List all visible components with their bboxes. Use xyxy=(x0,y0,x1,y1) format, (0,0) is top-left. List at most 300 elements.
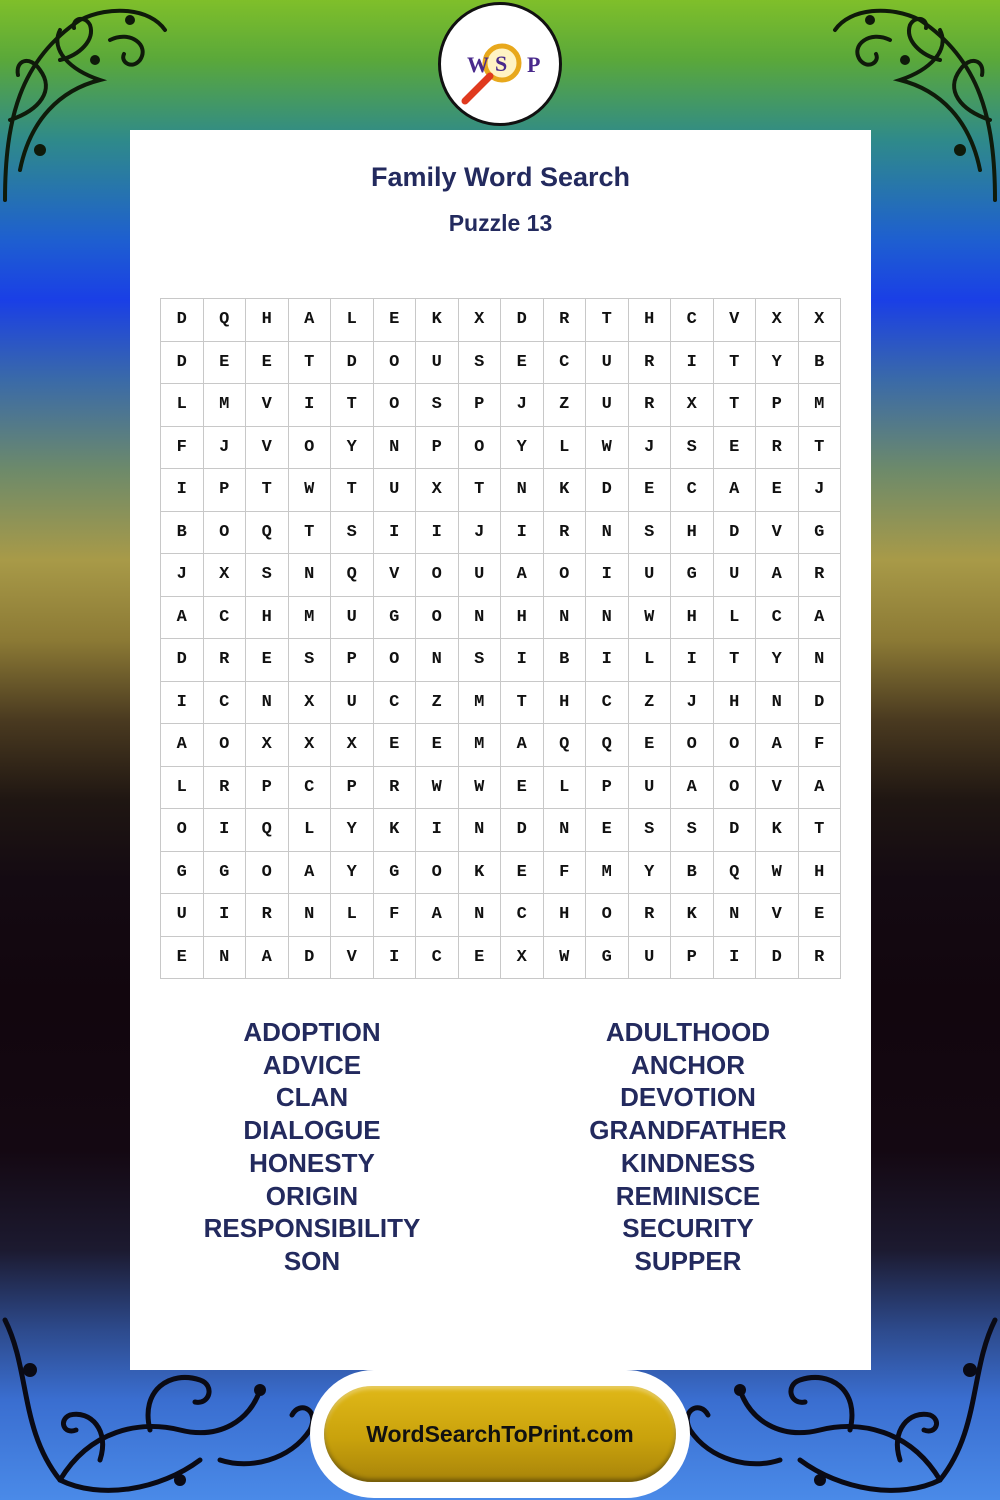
grid-cell[interactable]: P xyxy=(331,766,374,809)
grid-cell[interactable]: L xyxy=(288,809,331,852)
magnifier-icon xyxy=(441,5,559,123)
grid-row xyxy=(161,894,841,937)
grid-cell[interactable]: E xyxy=(713,426,756,469)
grid-cell[interactable]: H xyxy=(246,596,289,639)
grid-cell[interactable]: W xyxy=(628,596,671,639)
grid-cell[interactable]: A xyxy=(246,936,289,979)
grid-cell[interactable]: J xyxy=(798,469,841,512)
word-list-item: KINDNESS xyxy=(620,1147,756,1178)
grid-cell[interactable]: S xyxy=(671,809,714,852)
grid-cell[interactable]: C xyxy=(373,681,416,724)
grid-cell[interactable]: T xyxy=(458,469,501,512)
grid-cell[interactable]: J xyxy=(203,426,246,469)
grid-cell[interactable]: I xyxy=(373,511,416,554)
grid-cell[interactable]: B xyxy=(543,639,586,682)
grid-cell[interactable]: V xyxy=(756,894,799,937)
grid-row xyxy=(161,639,841,682)
grid-cell[interactable]: R xyxy=(246,894,289,937)
grid-cell[interactable]: T xyxy=(331,384,374,427)
grid-cell[interactable]: N xyxy=(416,639,459,682)
grid-cell[interactable]: C xyxy=(543,341,586,384)
grid-cell[interactable]: T xyxy=(501,681,544,724)
grid-cell[interactable]: R xyxy=(798,554,841,597)
grid-cell[interactable]: X xyxy=(288,681,331,724)
grid-cell[interactable]: M xyxy=(458,681,501,724)
grid-cell[interactable]: D xyxy=(756,936,799,979)
grid-cell[interactable]: N xyxy=(586,511,629,554)
grid-cell[interactable]: H xyxy=(798,851,841,894)
grid-cell[interactable]: S xyxy=(416,384,459,427)
grid-cell[interactable]: J xyxy=(161,554,204,597)
grid-cell[interactable]: U xyxy=(586,341,629,384)
grid-cell[interactable]: U xyxy=(628,936,671,979)
grid-cell[interactable]: F xyxy=(161,426,204,469)
grid-cell[interactable]: M xyxy=(288,596,331,639)
grid-cell[interactable]: H xyxy=(501,596,544,639)
grid-cell[interactable]: U xyxy=(373,469,416,512)
grid-row xyxy=(161,469,841,512)
grid-cell[interactable]: L xyxy=(161,384,204,427)
grid-cell[interactable]: C xyxy=(586,681,629,724)
grid-cell[interactable]: K xyxy=(756,809,799,852)
grid-cell[interactable]: C xyxy=(288,766,331,809)
word-list-item: SECURITY xyxy=(622,1213,754,1244)
grid-cell[interactable]: D xyxy=(798,681,841,724)
grid-cell[interactable]: U xyxy=(586,384,629,427)
grid-cell[interactable]: H xyxy=(713,681,756,724)
grid-cell[interactable]: G xyxy=(373,851,416,894)
grid-cell[interactable]: N xyxy=(458,894,501,937)
grid-cell[interactable]: T xyxy=(331,469,374,512)
grid-cell[interactable]: O xyxy=(203,511,246,554)
grid-cell[interactable]: O xyxy=(373,341,416,384)
grid-cell[interactable]: V xyxy=(756,511,799,554)
grid-cell[interactable]: P xyxy=(416,426,459,469)
grid-cell[interactable]: B xyxy=(161,511,204,554)
word-list-item: CLAN xyxy=(275,1082,349,1113)
grid-cell[interactable]: U xyxy=(713,554,756,597)
grid-cell[interactable]: P xyxy=(586,766,629,809)
grid-cell[interactable]: O xyxy=(713,724,756,767)
site-logo[interactable] xyxy=(438,2,562,126)
grid-cell[interactable]: S xyxy=(671,426,714,469)
grid-cell[interactable]: T xyxy=(713,384,756,427)
website-link-button[interactable]: WordSearchToPrint.com xyxy=(324,1386,676,1482)
grid-cell[interactable]: D xyxy=(161,341,204,384)
grid-cell[interactable]: E xyxy=(798,894,841,937)
grid-cell[interactable]: Z xyxy=(416,681,459,724)
grid-cell[interactable]: D xyxy=(713,511,756,554)
grid-cell[interactable]: G xyxy=(373,596,416,639)
grid-row xyxy=(161,341,841,384)
grid-cell[interactable]: U xyxy=(331,596,374,639)
grid-cell[interactable]: H xyxy=(671,511,714,554)
grid-cell[interactable]: X xyxy=(501,936,544,979)
grid-cell[interactable]: O xyxy=(713,766,756,809)
grid-cell[interactable]: X xyxy=(671,384,714,427)
grid-cell[interactable]: V xyxy=(331,936,374,979)
grid-cell[interactable]: T xyxy=(246,469,289,512)
word-list-item: REMINISCE xyxy=(615,1180,761,1211)
word-list-item: SON xyxy=(283,1245,341,1276)
grid-cell[interactable]: M xyxy=(798,384,841,427)
grid-cell[interactable]: X xyxy=(798,299,841,342)
grid-cell[interactable]: O xyxy=(288,426,331,469)
grid-cell[interactable]: X xyxy=(458,299,501,342)
grid-cell[interactable]: D xyxy=(331,341,374,384)
grid-cell[interactable]: I xyxy=(501,639,544,682)
grid-cell[interactable]: A xyxy=(288,299,331,342)
grid-cell[interactable]: I xyxy=(416,511,459,554)
grid-cell[interactable]: A xyxy=(713,469,756,512)
grid-cell[interactable]: C xyxy=(501,894,544,937)
grid-cell[interactable]: O xyxy=(373,384,416,427)
grid-cell[interactable]: B xyxy=(671,851,714,894)
grid-cell[interactable]: T xyxy=(288,511,331,554)
grid-cell[interactable]: Z xyxy=(628,681,671,724)
grid-cell[interactable]: L xyxy=(713,596,756,639)
grid-cell[interactable]: Q xyxy=(543,724,586,767)
grid-cell[interactable]: Q xyxy=(246,511,289,554)
grid-cell[interactable]: K xyxy=(671,894,714,937)
grid-cell[interactable]: A xyxy=(161,724,204,767)
grid-cell[interactable]: G xyxy=(586,936,629,979)
grid-cell[interactable]: L xyxy=(628,639,671,682)
grid-cell[interactable]: W xyxy=(586,426,629,469)
grid-cell[interactable]: S xyxy=(331,511,374,554)
grid-cell[interactable]: D xyxy=(288,936,331,979)
grid-cell[interactable]: K xyxy=(458,851,501,894)
grid-cell[interactable]: N xyxy=(288,894,331,937)
word-list-left xyxy=(162,1016,462,1278)
grid-cell[interactable]: T xyxy=(713,341,756,384)
grid-cell[interactable]: E xyxy=(203,341,246,384)
grid-cell[interactable]: V xyxy=(373,554,416,597)
grid-cell[interactable]: C xyxy=(416,936,459,979)
grid-row xyxy=(161,511,841,554)
grid-cell[interactable]: X xyxy=(246,724,289,767)
grid-cell[interactable]: U xyxy=(628,766,671,809)
grid-cell[interactable]: A xyxy=(756,724,799,767)
grid-cell[interactable]: N xyxy=(288,554,331,597)
letter-grid[interactable] xyxy=(160,298,841,979)
grid-cell[interactable]: W xyxy=(288,469,331,512)
grid-cell[interactable]: N xyxy=(756,681,799,724)
grid-cell[interactable]: S xyxy=(458,639,501,682)
grid-cell[interactable]: E xyxy=(458,936,501,979)
grid-cell[interactable]: R xyxy=(628,894,671,937)
grid-row xyxy=(161,596,841,639)
grid-cell[interactable]: E xyxy=(501,766,544,809)
grid-cell[interactable]: Q xyxy=(586,724,629,767)
word-list-item: SUPPER xyxy=(634,1245,742,1276)
grid-cell[interactable]: L xyxy=(543,766,586,809)
grid-cell[interactable]: X xyxy=(288,724,331,767)
grid-cell[interactable]: T xyxy=(713,639,756,682)
grid-cell[interactable]: D xyxy=(501,809,544,852)
word-list-item: DIALOGUE xyxy=(243,1115,381,1146)
grid-cell[interactable]: V xyxy=(756,766,799,809)
grid-cell[interactable]: A xyxy=(501,554,544,597)
grid-cell[interactable]: H xyxy=(671,596,714,639)
grid-cell[interactable]: L xyxy=(161,766,204,809)
grid-cell[interactable]: F xyxy=(543,851,586,894)
grid-cell[interactable]: A xyxy=(671,766,714,809)
grid-cell[interactable]: Y xyxy=(756,341,799,384)
grid-cell[interactable]: W xyxy=(458,766,501,809)
logo-letter-p: P xyxy=(527,52,541,77)
grid-cell[interactable]: N xyxy=(458,596,501,639)
grid-cell[interactable]: V xyxy=(246,384,289,427)
grid-cell[interactable]: N xyxy=(586,596,629,639)
grid-cell[interactable]: D xyxy=(161,299,204,342)
grid-cell[interactable]: T xyxy=(288,341,331,384)
word-list-item: HONESTY xyxy=(249,1147,375,1178)
grid-cell[interactable]: S xyxy=(628,511,671,554)
grid-cell[interactable]: E xyxy=(373,724,416,767)
grid-cell[interactable]: I xyxy=(161,469,204,512)
grid-cell[interactable]: I xyxy=(671,341,714,384)
grid-cell[interactable]: P xyxy=(331,639,374,682)
grid-cell[interactable]: I xyxy=(203,809,246,852)
grid-cell[interactable]: A xyxy=(161,596,204,639)
grid-row xyxy=(161,554,841,597)
grid-cell[interactable]: C xyxy=(203,681,246,724)
grid-cell[interactable]: I xyxy=(586,554,629,597)
grid-row xyxy=(161,766,841,809)
grid-cell[interactable]: X xyxy=(203,554,246,597)
grid-cell[interactable]: R xyxy=(203,766,246,809)
grid-cell[interactable]: N xyxy=(543,596,586,639)
grid-cell[interactable]: H xyxy=(543,894,586,937)
grid-cell[interactable]: X xyxy=(416,469,459,512)
grid-row xyxy=(161,809,841,852)
grid-cell[interactable]: A xyxy=(798,596,841,639)
logo-letter-s: S xyxy=(495,51,508,76)
grid-cell[interactable]: E xyxy=(756,469,799,512)
grid-cell[interactable]: Q xyxy=(713,851,756,894)
grid-cell[interactable]: I xyxy=(203,894,246,937)
grid-cell[interactable]: E xyxy=(161,936,204,979)
grid-cell[interactable]: G xyxy=(671,554,714,597)
grid-cell[interactable]: C xyxy=(671,469,714,512)
grid-cell[interactable]: O xyxy=(416,596,459,639)
grid-cell[interactable]: P xyxy=(756,384,799,427)
grid-cell[interactable]: I xyxy=(161,681,204,724)
grid-cell[interactable]: N xyxy=(543,809,586,852)
grid-cell[interactable]: F xyxy=(798,724,841,767)
grid-cell[interactable]: L xyxy=(543,426,586,469)
logo-letter-w: W xyxy=(467,52,489,77)
grid-cell[interactable]: S xyxy=(458,341,501,384)
grid-cell[interactable]: A xyxy=(756,554,799,597)
grid-cell[interactable]: H xyxy=(543,681,586,724)
grid-cell[interactable]: D xyxy=(501,299,544,342)
grid-cell[interactable]: K xyxy=(416,299,459,342)
grid-cell[interactable]: O xyxy=(458,426,501,469)
grid-row xyxy=(161,936,841,979)
grid-cell[interactable]: L xyxy=(331,894,374,937)
grid-cell[interactable]: Y xyxy=(756,639,799,682)
grid-row xyxy=(161,724,841,767)
grid-cell[interactable]: A xyxy=(798,766,841,809)
grid-cell[interactable]: I xyxy=(586,639,629,682)
grid-cell[interactable]: O xyxy=(373,639,416,682)
puzzle-number: Puzzle 13 xyxy=(448,210,553,236)
grid-cell[interactable]: P xyxy=(458,384,501,427)
grid-cell[interactable]: E xyxy=(246,341,289,384)
grid-cell[interactable]: N xyxy=(713,894,756,937)
grid-cell[interactable]: U xyxy=(331,681,374,724)
grid-cell[interactable]: P xyxy=(246,766,289,809)
grid-cell[interactable]: G xyxy=(203,851,246,894)
grid-cell[interactable]: P xyxy=(203,469,246,512)
grid-cell[interactable]: D xyxy=(713,809,756,852)
grid-cell[interactable]: W xyxy=(756,851,799,894)
grid-cell[interactable]: K xyxy=(373,809,416,852)
grid-cell[interactable]: G xyxy=(161,851,204,894)
word-list-item: ANCHOR xyxy=(630,1049,746,1080)
grid-cell[interactable]: N xyxy=(798,639,841,682)
page-title: Family Word Search xyxy=(370,162,631,192)
grid-cell[interactable]: Z xyxy=(543,384,586,427)
grid-cell[interactable]: W xyxy=(416,766,459,809)
grid-cell[interactable]: T xyxy=(586,299,629,342)
grid-cell[interactable]: Y xyxy=(331,851,374,894)
grid-cell[interactable]: B xyxy=(798,341,841,384)
grid-cell[interactable]: A xyxy=(416,894,459,937)
grid-cell[interactable]: I xyxy=(671,639,714,682)
grid-cell[interactable]: R xyxy=(543,299,586,342)
grid-cell[interactable]: K xyxy=(543,469,586,512)
grid-row xyxy=(161,681,841,724)
grid-cell[interactable]: X xyxy=(756,299,799,342)
grid-cell[interactable]: M xyxy=(458,724,501,767)
word-list-item: ADULTHOOD xyxy=(605,1017,771,1047)
grid-cell[interactable]: R xyxy=(543,511,586,554)
grid-cell[interactable]: E xyxy=(628,469,671,512)
word-list-item: GRANDFATHER xyxy=(589,1115,787,1146)
grid-cell[interactable]: R xyxy=(756,426,799,469)
word-list-item: DEVOTION xyxy=(620,1082,756,1113)
grid-cell[interactable]: Y xyxy=(628,851,671,894)
grid-cell[interactable]: W xyxy=(543,936,586,979)
grid-cell[interactable]: N xyxy=(501,469,544,512)
grid-cell[interactable]: S xyxy=(246,554,289,597)
grid-cell[interactable]: J xyxy=(628,426,671,469)
grid-cell[interactable]: U xyxy=(416,341,459,384)
grid-cell[interactable]: D xyxy=(161,639,204,682)
grid-cell[interactable]: M xyxy=(586,851,629,894)
grid-cell[interactable]: I xyxy=(416,809,459,852)
grid-cell[interactable]: C xyxy=(671,299,714,342)
grid-row xyxy=(161,299,841,342)
grid-cell[interactable]: O xyxy=(203,724,246,767)
grid-cell[interactable]: O xyxy=(671,724,714,767)
grid-cell[interactable]: Y xyxy=(331,426,374,469)
grid-cell[interactable]: E xyxy=(416,724,459,767)
word-list-item: ADOPTION xyxy=(243,1017,381,1047)
grid-cell[interactable]: J xyxy=(501,384,544,427)
grid-cell[interactable]: I xyxy=(501,511,544,554)
grid-cell[interactable]: N xyxy=(458,809,501,852)
grid-cell[interactable]: F xyxy=(373,894,416,937)
grid-cell[interactable]: E xyxy=(628,724,671,767)
grid-cell[interactable]: Q xyxy=(246,809,289,852)
grid-cell[interactable]: S xyxy=(288,639,331,682)
word-list-item: ORIGIN xyxy=(265,1180,359,1211)
grid-cell[interactable]: P xyxy=(671,936,714,979)
grid-cell[interactable]: L xyxy=(331,299,374,342)
grid-cell[interactable]: D xyxy=(586,469,629,512)
grid-cell[interactable]: I xyxy=(373,936,416,979)
grid-cell[interactable]: R xyxy=(798,936,841,979)
grid-cell[interactable]: O xyxy=(161,809,204,852)
grid-cell[interactable]: E xyxy=(246,639,289,682)
grid-cell[interactable]: O xyxy=(416,851,459,894)
grid-cell[interactable]: H xyxy=(628,299,671,342)
grid-cell[interactable]: V xyxy=(713,299,756,342)
grid-cell[interactable]: R xyxy=(628,341,671,384)
grid-cell[interactable]: O xyxy=(246,851,289,894)
grid-cell[interactable]: C xyxy=(756,596,799,639)
grid-cell[interactable]: T xyxy=(798,809,841,852)
grid-cell[interactable]: R xyxy=(628,384,671,427)
grid-cell[interactable]: Y xyxy=(331,809,374,852)
grid-cell[interactable]: E xyxy=(501,341,544,384)
grid-cell[interactable]: A xyxy=(501,724,544,767)
grid-cell[interactable]: G xyxy=(798,511,841,554)
grid-cell[interactable]: A xyxy=(288,851,331,894)
grid-cell[interactable]: I xyxy=(713,936,756,979)
grid-cell[interactable]: E xyxy=(586,809,629,852)
grid-cell[interactable]: Q xyxy=(331,554,374,597)
grid-cell[interactable]: V xyxy=(246,426,289,469)
word-list-right xyxy=(538,1016,838,1278)
grid-row xyxy=(161,851,841,894)
grid-cell[interactable]: U xyxy=(161,894,204,937)
grid-cell[interactable]: J xyxy=(671,681,714,724)
grid-cell[interactable]: N xyxy=(373,426,416,469)
grid-cell[interactable]: O xyxy=(543,554,586,597)
grid-cell[interactable]: U xyxy=(458,554,501,597)
grid-cell[interactable]: U xyxy=(628,554,671,597)
grid-row xyxy=(161,384,841,427)
grid-cell[interactable]: R xyxy=(203,639,246,682)
grid-cell[interactable]: N xyxy=(246,681,289,724)
grid-cell[interactable]: T xyxy=(798,426,841,469)
grid-cell[interactable]: Q xyxy=(203,299,246,342)
grid-cell[interactable]: X xyxy=(331,724,374,767)
word-list-item: RESPONSIBILITY xyxy=(203,1213,421,1244)
grid-cell[interactable]: O xyxy=(586,894,629,937)
grid-cell[interactable]: S xyxy=(628,809,671,852)
grid-cell[interactable]: C xyxy=(203,596,246,639)
word-list-item: ADVICE xyxy=(262,1049,362,1080)
grid-cell[interactable]: N xyxy=(203,936,246,979)
grid-cell[interactable]: J xyxy=(458,511,501,554)
puzzle-panel xyxy=(130,130,871,1370)
grid-row xyxy=(161,426,841,469)
grid-cell[interactable]: O xyxy=(416,554,459,597)
grid-cell[interactable]: M xyxy=(203,384,246,427)
grid-cell[interactable]: E xyxy=(501,851,544,894)
grid-cell[interactable]: Y xyxy=(501,426,544,469)
grid-cell[interactable]: E xyxy=(373,299,416,342)
grid-cell[interactable]: R xyxy=(373,766,416,809)
grid-cell[interactable]: I xyxy=(288,384,331,427)
grid-cell[interactable]: H xyxy=(246,299,289,342)
